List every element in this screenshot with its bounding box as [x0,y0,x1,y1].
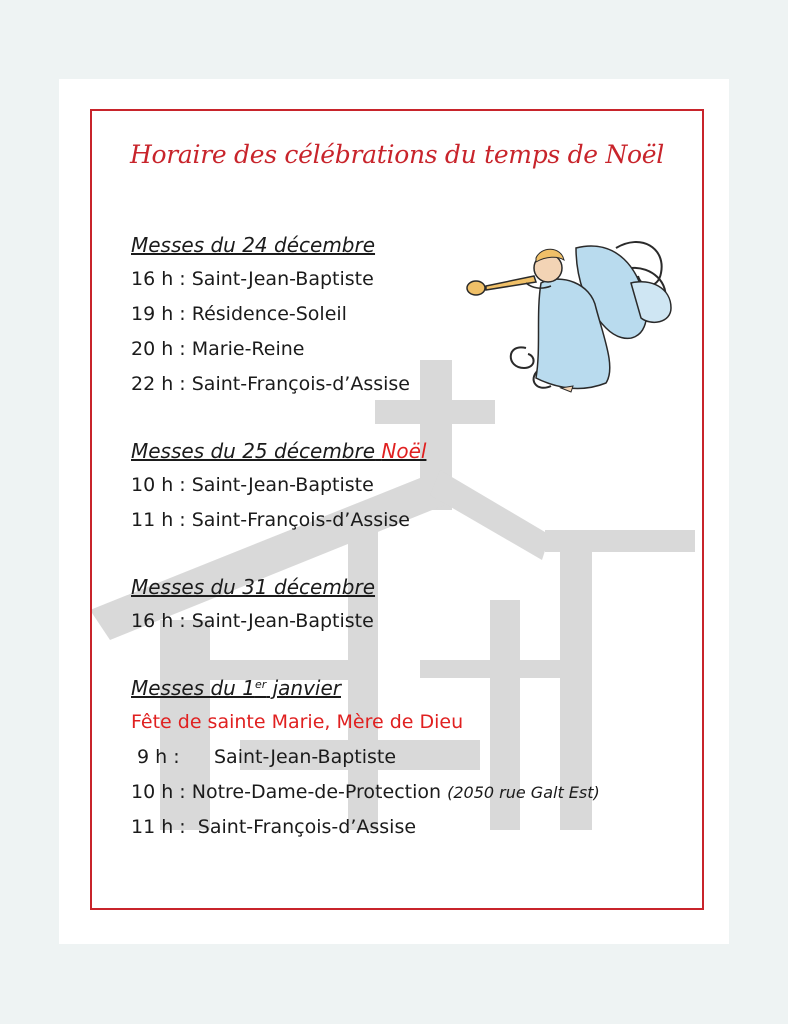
schedule-entry [131,503,691,538]
heading-superscript: er [254,678,267,691]
schedule-entry [131,367,691,402]
heading-noel: Noël [381,439,427,463]
section-heading-dec-25 [131,434,691,468]
entry-place: Saint-Jean-Baptiste [214,746,397,768]
schedule-entry [131,604,691,639]
entry-place: Saint-François-d’Assise [191,373,410,395]
schedule-entry [131,332,691,367]
entry-address-note: (2050 rue Galt Est) [447,783,600,802]
section-heading-jan-1 [131,671,691,705]
entry-hour: 22 h : [131,373,186,395]
entry-hour: 16 h : [131,268,186,290]
schedule-entry [131,468,691,503]
entry-place: Résidence-Soleil [191,303,347,325]
schedule-entry [131,262,691,297]
schedule-entry [131,775,691,810]
entry-place: Saint-Jean-Baptiste [191,610,374,632]
entry-place: Notre-Dame-de-Protection [191,781,442,803]
schedule-entry [131,740,691,775]
entry-place: Saint-François-d’Assise [197,816,417,838]
entry-place: Saint-François-d’Assise [191,509,410,531]
entry-place: Saint-Jean-Baptiste [191,474,374,496]
page-title: Horaire des célébrations du temps de Noël [130,140,664,169]
entry-hour: 11 h : [131,816,186,838]
schedule-entry [131,297,691,332]
heading-text: Messes du 1 [131,676,255,700]
entry-hour: 11 h : [131,509,186,531]
heading-text: Messes du 25 décembre [131,439,376,463]
entry-hour: 10 h : [131,781,186,803]
entry-place: Saint-Jean-Baptiste [191,268,374,290]
entry-hour: 9 h : [137,746,180,768]
schedule-entry [131,810,691,845]
heading-text-end: janvier [266,676,341,700]
schedule-content [131,228,691,845]
section-heading-dec-31: Messes du 31 décembre [131,575,376,599]
entry-hour: 19 h : [131,303,186,325]
entry-hour: 10 h : [131,474,186,496]
entry-hour: 20 h : [131,338,186,360]
entry-place: Marie-Reine [191,338,305,360]
section-heading-dec-24: Messes du 24 décembre [131,233,376,257]
feast-subtitle: Fête de sainte Marie, Mère de Dieu [131,711,464,733]
entry-hour: 16 h : [131,610,186,632]
